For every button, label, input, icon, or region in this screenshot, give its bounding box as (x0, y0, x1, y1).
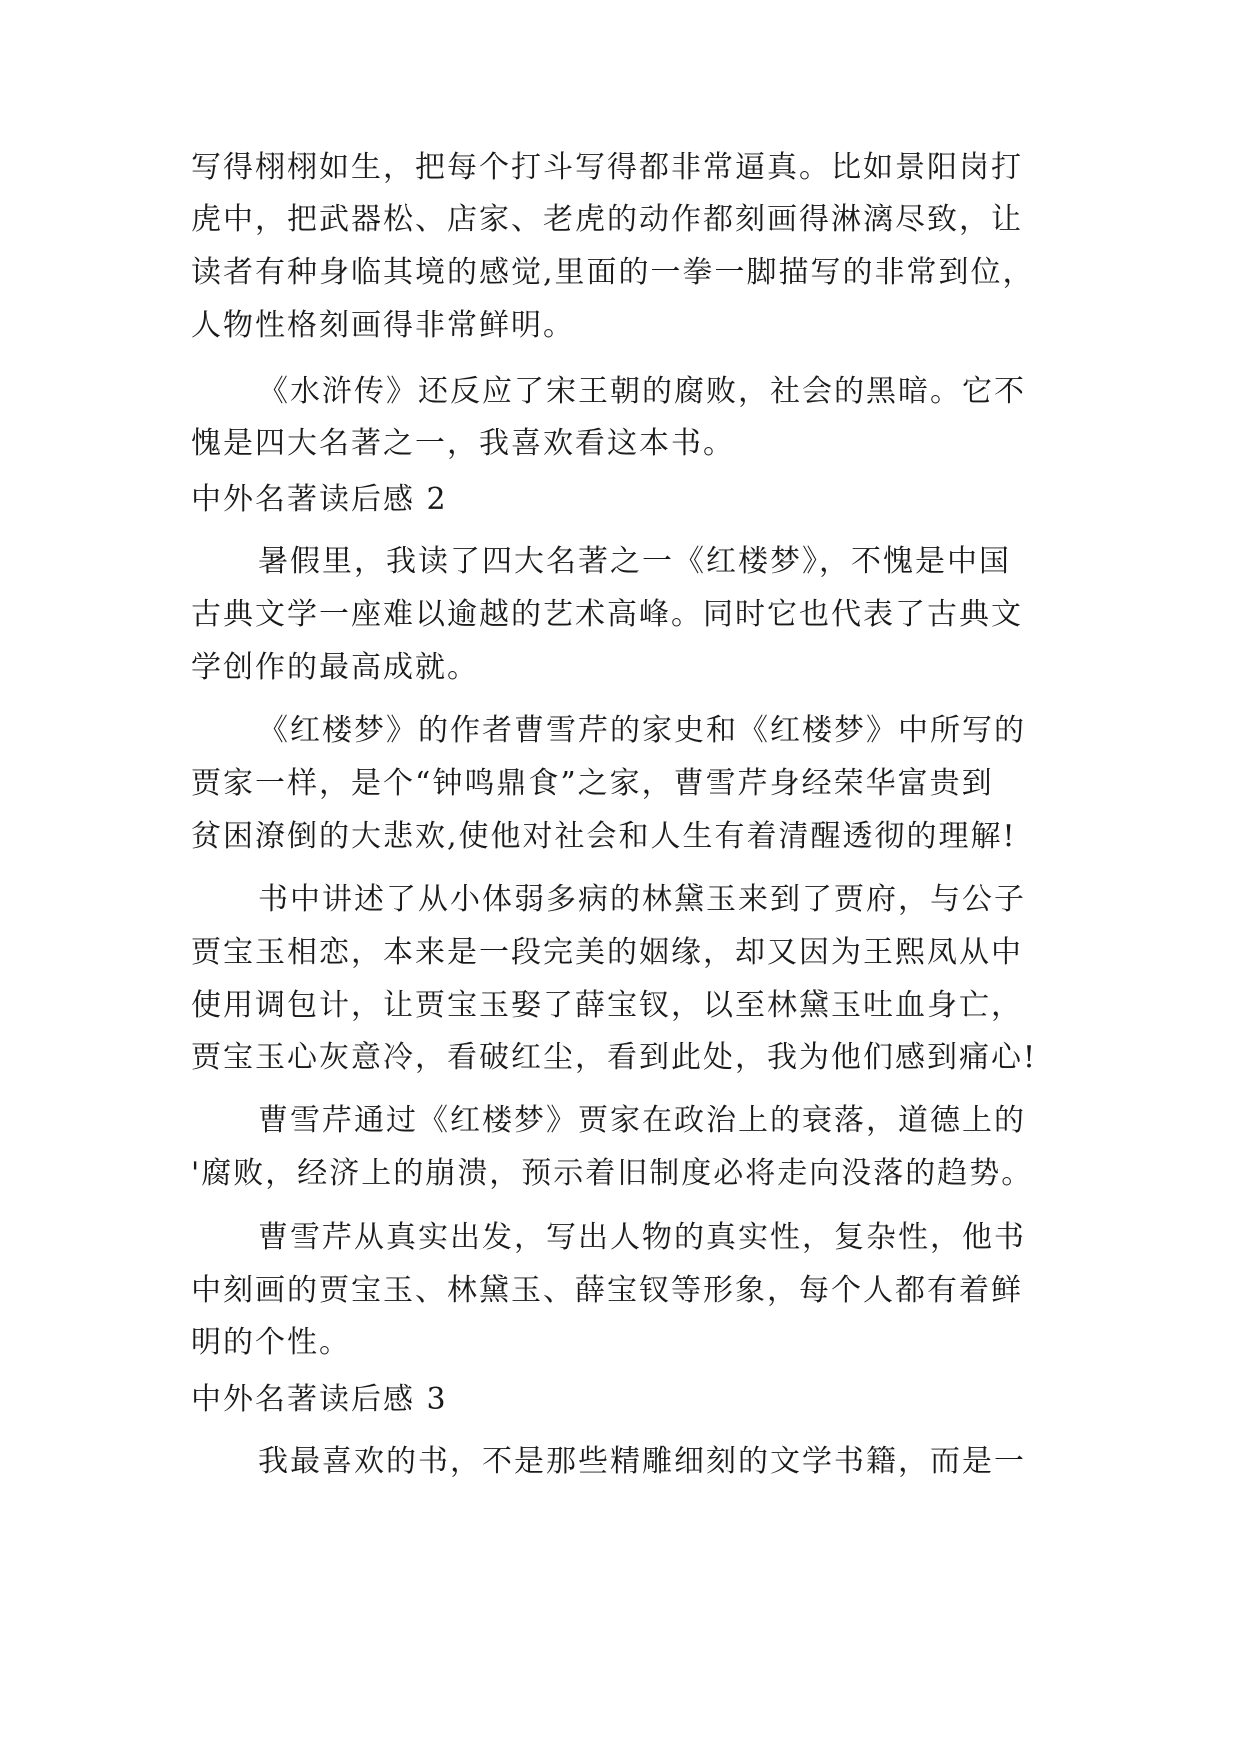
text-line: 写得栩栩如生，把每个打斗写得都非常逼真。比如景阳岗打 (191, 150, 1023, 185)
text-line: 明的个性。 (191, 1325, 351, 1360)
section-heading: 中外名著读后感 2 (191, 482, 448, 517)
paragraph-first-line: 曹雪芹从真实出发，写出人物的真实性，复杂性，他书 (258, 1220, 1026, 1255)
text-line: 愧是四大名著之一，我喜欢看这本书。 (191, 426, 735, 461)
text-line: 古典文学一座难以逾越的艺术高峰。同时它也代表了古典文 (191, 597, 1023, 632)
text-line: 贾宝玉心灰意冷，看破红尘，看到此处，我为他们感到痛心! (191, 1040, 1038, 1075)
section-heading: 中外名著读后感 3 (191, 1382, 448, 1417)
text-line: 虎中，把武器松、店家、老虎的动作都刻画得淋漓尽致，让 (191, 202, 1023, 237)
text-line: 学创作的最高成就。 (191, 650, 479, 685)
text-line: 贾家一样，是个“钟鸣鼎食”之家，曹雪芹身经荣华富贵到 (191, 766, 994, 801)
text-line: 贫困潦倒的大悲欢,使他对社会和人生有着清醒透彻的理解! (191, 819, 1017, 854)
paragraph-first-line: 书中讲述了从小体弱多病的林黛玉来到了贾府，与公子 (258, 882, 1026, 917)
text-line: 贾宝玉相恋，本来是一段完美的姻缘，却又因为王熙凤从中 (191, 935, 1023, 970)
text-line: '腐败，经济上的崩溃，预示着旧制度必将走向没落的趋势。 (191, 1156, 1034, 1191)
paragraph-first-line: 我最喜欢的书，不是那些精雕细刻的文学书籍，而是一 (258, 1444, 1026, 1479)
text-line: 人物性格刻画得非常鲜明。 (191, 308, 575, 343)
paragraph-first-line: 《水浒传》还反应了宋王朝的腐败，社会的黑暗。它不 (258, 374, 1026, 409)
text-line: 中刻画的贾宝玉、林黛玉、薛宝钗等形象，每个人都有着鲜 (191, 1273, 1023, 1308)
paragraph-first-line: 《红楼梦》的作者曹雪芹的家史和《红楼梦》中所写的 (258, 713, 1026, 748)
paragraph-first-line: 曹雪芹通过《红楼梦》贾家在政治上的衰落，道德上的 (258, 1103, 1026, 1138)
text-line: 使用调包计，让贾宝玉娶了薛宝钗，以至林黛玉吐血身亡， (191, 988, 1023, 1023)
text-line: 读者有种身临其境的感觉,里面的一拳一脚描写的非常到位， (191, 255, 1035, 290)
paragraph-first-line: 暑假里，我读了四大名著之一《红楼梦》，不愧是中国 (258, 544, 1011, 579)
